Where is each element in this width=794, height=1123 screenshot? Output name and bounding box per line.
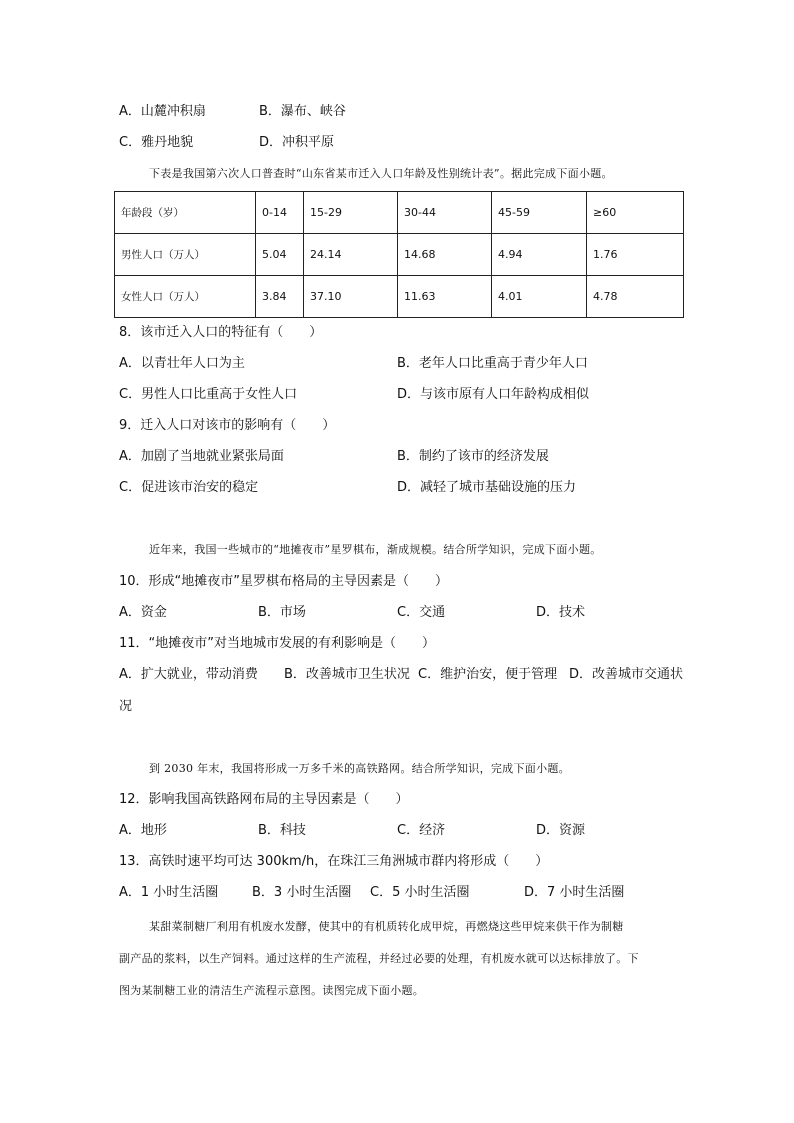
q12-option-d[interactable]: D．资源 [536,823,586,838]
q10-option-c[interactable]: C．交通 [397,605,446,620]
q8-option-c[interactable]: C．男性人口比重高于女性人口 [119,387,298,402]
q12-option-b[interactable]: B．科技 [258,823,306,838]
q8-option-a[interactable]: A．以青壮年人口为主 [119,356,245,371]
age-group-cell: ≥60 [587,192,684,234]
q7-option-c[interactable]: C．雅丹地貌 [119,135,194,150]
q11-option-d[interactable]: D．改善城市交通状 [569,667,684,682]
q9-option-b[interactable]: B．制约了该市的经济发展 [397,449,549,464]
table-header-label: 年龄段（岁） [115,192,256,234]
q7-option-d[interactable]: D．冲积平原 [259,135,335,150]
table-intro: 下表是我国第六次人口普查时“山东省某市迁入人口年龄及性别统计表”。据此完成下面小题。 [149,167,613,180]
q7-option-a[interactable]: A．山麓冲积扇 [119,104,206,119]
intro-high-speed-rail: 到 2030 年末，我国将形成一万多千米的高铁路网。结合所学知识，完成下面小题。 [149,762,570,775]
q11-option-b[interactable]: B．改善城市卫生状况 [284,667,410,682]
table-cell: 24.14 [304,234,398,276]
q7-option-b[interactable]: B．瀑布、峡谷 [259,104,346,119]
q12-stem: 12．影响我国高铁路网布局的主导因素是（ ） [119,792,409,807]
intro-sugar-factory-line2: 副产品的浆料，以生产饲料。通过这样的生产流程，并经过必要的处理，有机废水就可以达标排放了。下 [119,952,639,965]
table-cell: 3.84 [256,276,304,318]
intro-sugar-factory-line3: 图为某制糖工业的清洁生产流程示意图。读图完成下面小题。 [119,984,425,997]
age-group-cell: 30-44 [398,192,492,234]
table-cell: 37.10 [304,276,398,318]
population-table [114,191,684,318]
table-cell: 5.04 [256,234,304,276]
q11-option-a[interactable]: A．扩大就业，带动消费 [119,667,258,682]
table-cell: 4.78 [587,276,684,318]
q11-option-c[interactable]: C．维护治安，便于管理 [418,667,558,682]
intro-night-market: 近年来，我国一些城市的“地摊夜市”星罗棋布，渐成规模。结合所学知识，完成下面小题。 [149,543,602,556]
table-cell: 4.94 [492,234,587,276]
q13-option-b[interactable]: B．3 小时生活圈 [252,885,352,900]
q8-option-d[interactable]: D．与该市原有人口年龄构成相似 [397,387,590,402]
intro-sugar-factory-line1: 某甜菜制糖厂利用有机废水发酵，使其中的有机质转化成甲烷，再燃烧这些甲烷来供干作为制糖 [149,920,624,933]
q8-stem: 8．该市迁入人口的特征有（ ） [119,325,323,340]
q12-option-a[interactable]: A．地形 [119,823,167,838]
q9-option-a[interactable]: A．加剧了当地就业紧张局面 [119,449,284,464]
table-row [115,276,684,318]
q9-option-c[interactable]: C．促进该市治安的稳定 [119,480,259,495]
age-group-cell: 45-59 [492,192,587,234]
q12-option-c[interactable]: C．经济 [397,823,446,838]
table-cell: 4.01 [492,276,587,318]
q8-option-b[interactable]: B．老年人口比重高于青少年人口 [397,356,588,371]
q13-option-c[interactable]: C．5 小时生活圈 [370,885,470,900]
row-label: 女性人口（万人） [115,276,256,318]
q9-stem: 9．迁入人口对该市的影响有（ ） [119,418,336,433]
q11-stem: 11．“地摊夜市”对当地城市发展的有利影响是（ ） [119,636,436,651]
q13-stem: 13．高铁时速平均可达 300km/h，在珠江三角洲城市群内将形成（ ） [119,854,549,869]
table-cell: 11.63 [398,276,492,318]
q10-option-d[interactable]: D．技术 [536,605,586,620]
q11-option-d-continued: 况 [119,699,133,714]
table-cell: 14.68 [398,234,492,276]
age-group-cell: 15-29 [304,192,398,234]
q9-option-d[interactable]: D．减轻了城市基础设施的压力 [397,480,577,495]
row-label: 男性人口（万人） [115,234,256,276]
age-group-cell: 0-14 [256,192,304,234]
table-row [115,234,684,276]
q10-option-b[interactable]: B．市场 [258,605,306,620]
q13-option-a[interactable]: A．1 小时生活圈 [119,885,219,900]
q10-option-a[interactable]: A．资金 [119,605,167,620]
q10-stem: 10．形成“地摊夜市”星罗棋布格局的主导因素是（ ） [119,574,449,589]
table-cell: 1.76 [587,234,684,276]
table-header-row [115,192,684,234]
q13-option-d[interactable]: D．7 小时生活圈 [524,885,625,900]
